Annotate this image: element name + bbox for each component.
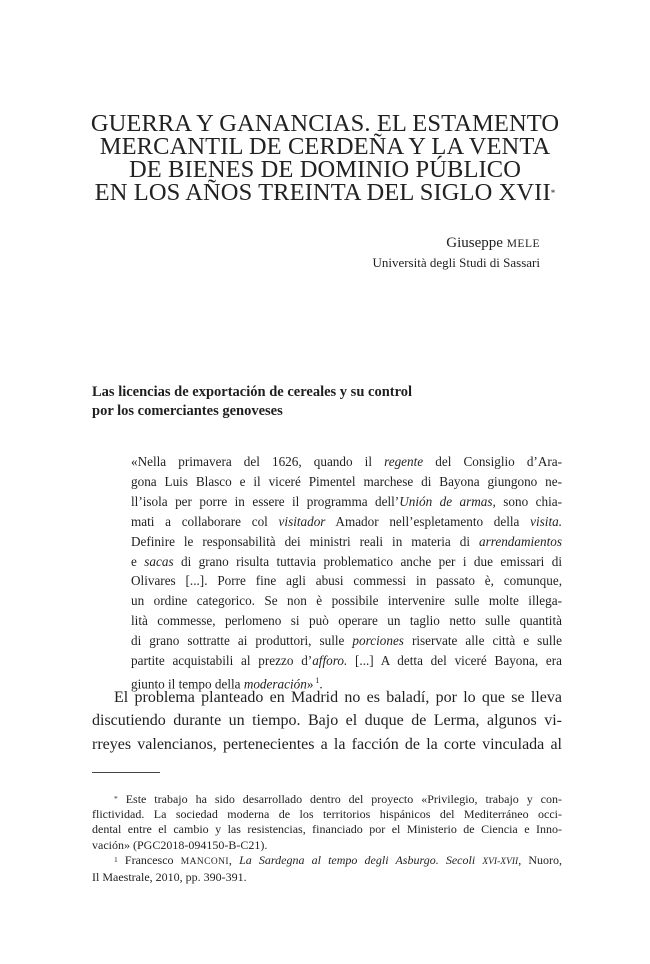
footnote-line: flictividad. La sociedad moderna de los territorios hispánicos del Mediterráneo occi- <box>92 807 562 822</box>
quote-line: gona Luis Blasco e il viceré Pimentel marchese di Bayona giungono ne- <box>131 473 562 489</box>
quote-line: un ordine categorico. Se non è possibile intervenire sulle molte illega- <box>131 593 562 609</box>
quote-italic-term: arrendamientos <box>478 533 562 549</box>
footnote-book-title: La Sardegna al tempo degli Asburgo. Secoli <box>239 852 476 867</box>
footnote-line: $^1$ Francesco MANCONI, La Sardegna al tempo degli Asburgo. Secoli XVI-XVII, Nuoro, <box>114 852 563 867</box>
body-paragraph <box>92 686 562 756</box>
footnote-ref[interactable]: 1 <box>313 675 320 685</box>
article-title <box>60 112 590 204</box>
section-heading-line: Las licencias de exportación de cereales y su control <box>92 384 413 400</box>
quote-italic-term: moderación <box>243 676 307 692</box>
section-heading <box>92 383 562 421</box>
body-line: El problema planteado en Madrid no es baladí, por lo que se lleva <box>114 689 562 706</box>
footnote-after-title: , Nuoro, <box>518 852 563 867</box>
footnotes <box>92 792 562 885</box>
author-surname: MELE <box>506 238 540 250</box>
quote-line: ll’isola per porre in essere il programma dell’Unión de armas, sono chia- <box>131 493 562 509</box>
section-heading-line: por los comerciantes genoveses <box>92 403 283 419</box>
title-line-text: EN LOS AÑOS TREINTA DEL SIGLO XVII <box>94 179 551 206</box>
title-line: GUERRA Y GANANCIAS. EL ESTAMENTO <box>90 110 560 137</box>
quote-italic-term: visitador <box>278 513 326 529</box>
title-line <box>60 181 590 204</box>
footnote-line: Il Maestrale, 2010, pp. 390-391. <box>92 870 247 885</box>
footnote-author-surname: MANCONI <box>180 856 229 867</box>
quote-italic-term: regente <box>384 454 424 469</box>
quote-line: Definire le responsabilità dei ministri reali in materia di arrendamientos <box>131 533 562 549</box>
footnote-centuries: XVI-XVII <box>482 856 519 867</box>
quote-line: e sacas di grano risulta tuttavia problematico anche per i due emissari di <box>131 553 563 569</box>
title-footnote-mark[interactable]: * <box>550 188 556 198</box>
footnote-author-given: Francesco <box>124 852 174 867</box>
footnote-separator <box>92 772 160 773</box>
quote-italic-term: afforo. <box>312 653 348 669</box>
body-line: discutiendo durante un tiempo. Bajo el duque de Lerma, algunos vi- <box>92 712 562 730</box>
quote-italic-term: porciones <box>352 633 404 649</box>
quote-line: partite acquistabili al prezzo d’afforo. [...] A detta del viceré Bayona, era <box>131 653 562 669</box>
footnote-line <box>92 792 562 807</box>
author-name <box>446 234 540 254</box>
block-quote <box>131 452 562 694</box>
footnote-line: vación» (PGC2018-094150-B-C21). <box>92 837 268 852</box>
author-given-name: Giuseppe <box>446 235 503 251</box>
footnote-line: dental entre el cambio y las resistencias, financiado por el Ministerio de Ciencia e Inno- <box>92 822 562 837</box>
author-affiliation: Università degli Studi di Sassari <box>372 255 540 270</box>
footnote-mark: 1 <box>114 854 118 864</box>
quote-line: «Nella primavera del 1626, quando il regente del Consiglio d’Ara- <box>131 454 562 469</box>
title-line: DE BIENES DE DOMINIO PÚBLICO <box>128 156 522 183</box>
quote-italic-term: Unión de armas, <box>399 493 496 509</box>
quote-line: lità commesse, perlomeno si può operare un taglio netto sulle quantità <box>131 613 562 629</box>
footnote-text: Este trabajo ha sido desarrollado dentro del proyecto «Privilegio, trabajo y con- <box>125 792 563 806</box>
quote-italic-term: sacas <box>144 553 174 569</box>
title-line: MERCANTIL DE CERDEÑA Y LA VENTA <box>99 133 551 160</box>
quote-line: Olivares [...]. Porre fine agli abusi commessi in passato è, comunque, <box>131 573 562 589</box>
quote-line: di grano sottratte ai produttori, sulle porciones riservate alle città e sulle <box>131 633 562 649</box>
quote-italic-term: visita. <box>530 513 562 529</box>
footnote-mark: * <box>114 794 118 803</box>
quote-line: giunto il tempo della moderación» $^1$. <box>131 675 323 692</box>
body-line: rreyes valencianos, pertenecientes a la facción de la corte vinculada al <box>92 735 562 753</box>
quote-line: mati a collaborare col visitador Amador nell’espletamento della visita. <box>131 513 562 529</box>
